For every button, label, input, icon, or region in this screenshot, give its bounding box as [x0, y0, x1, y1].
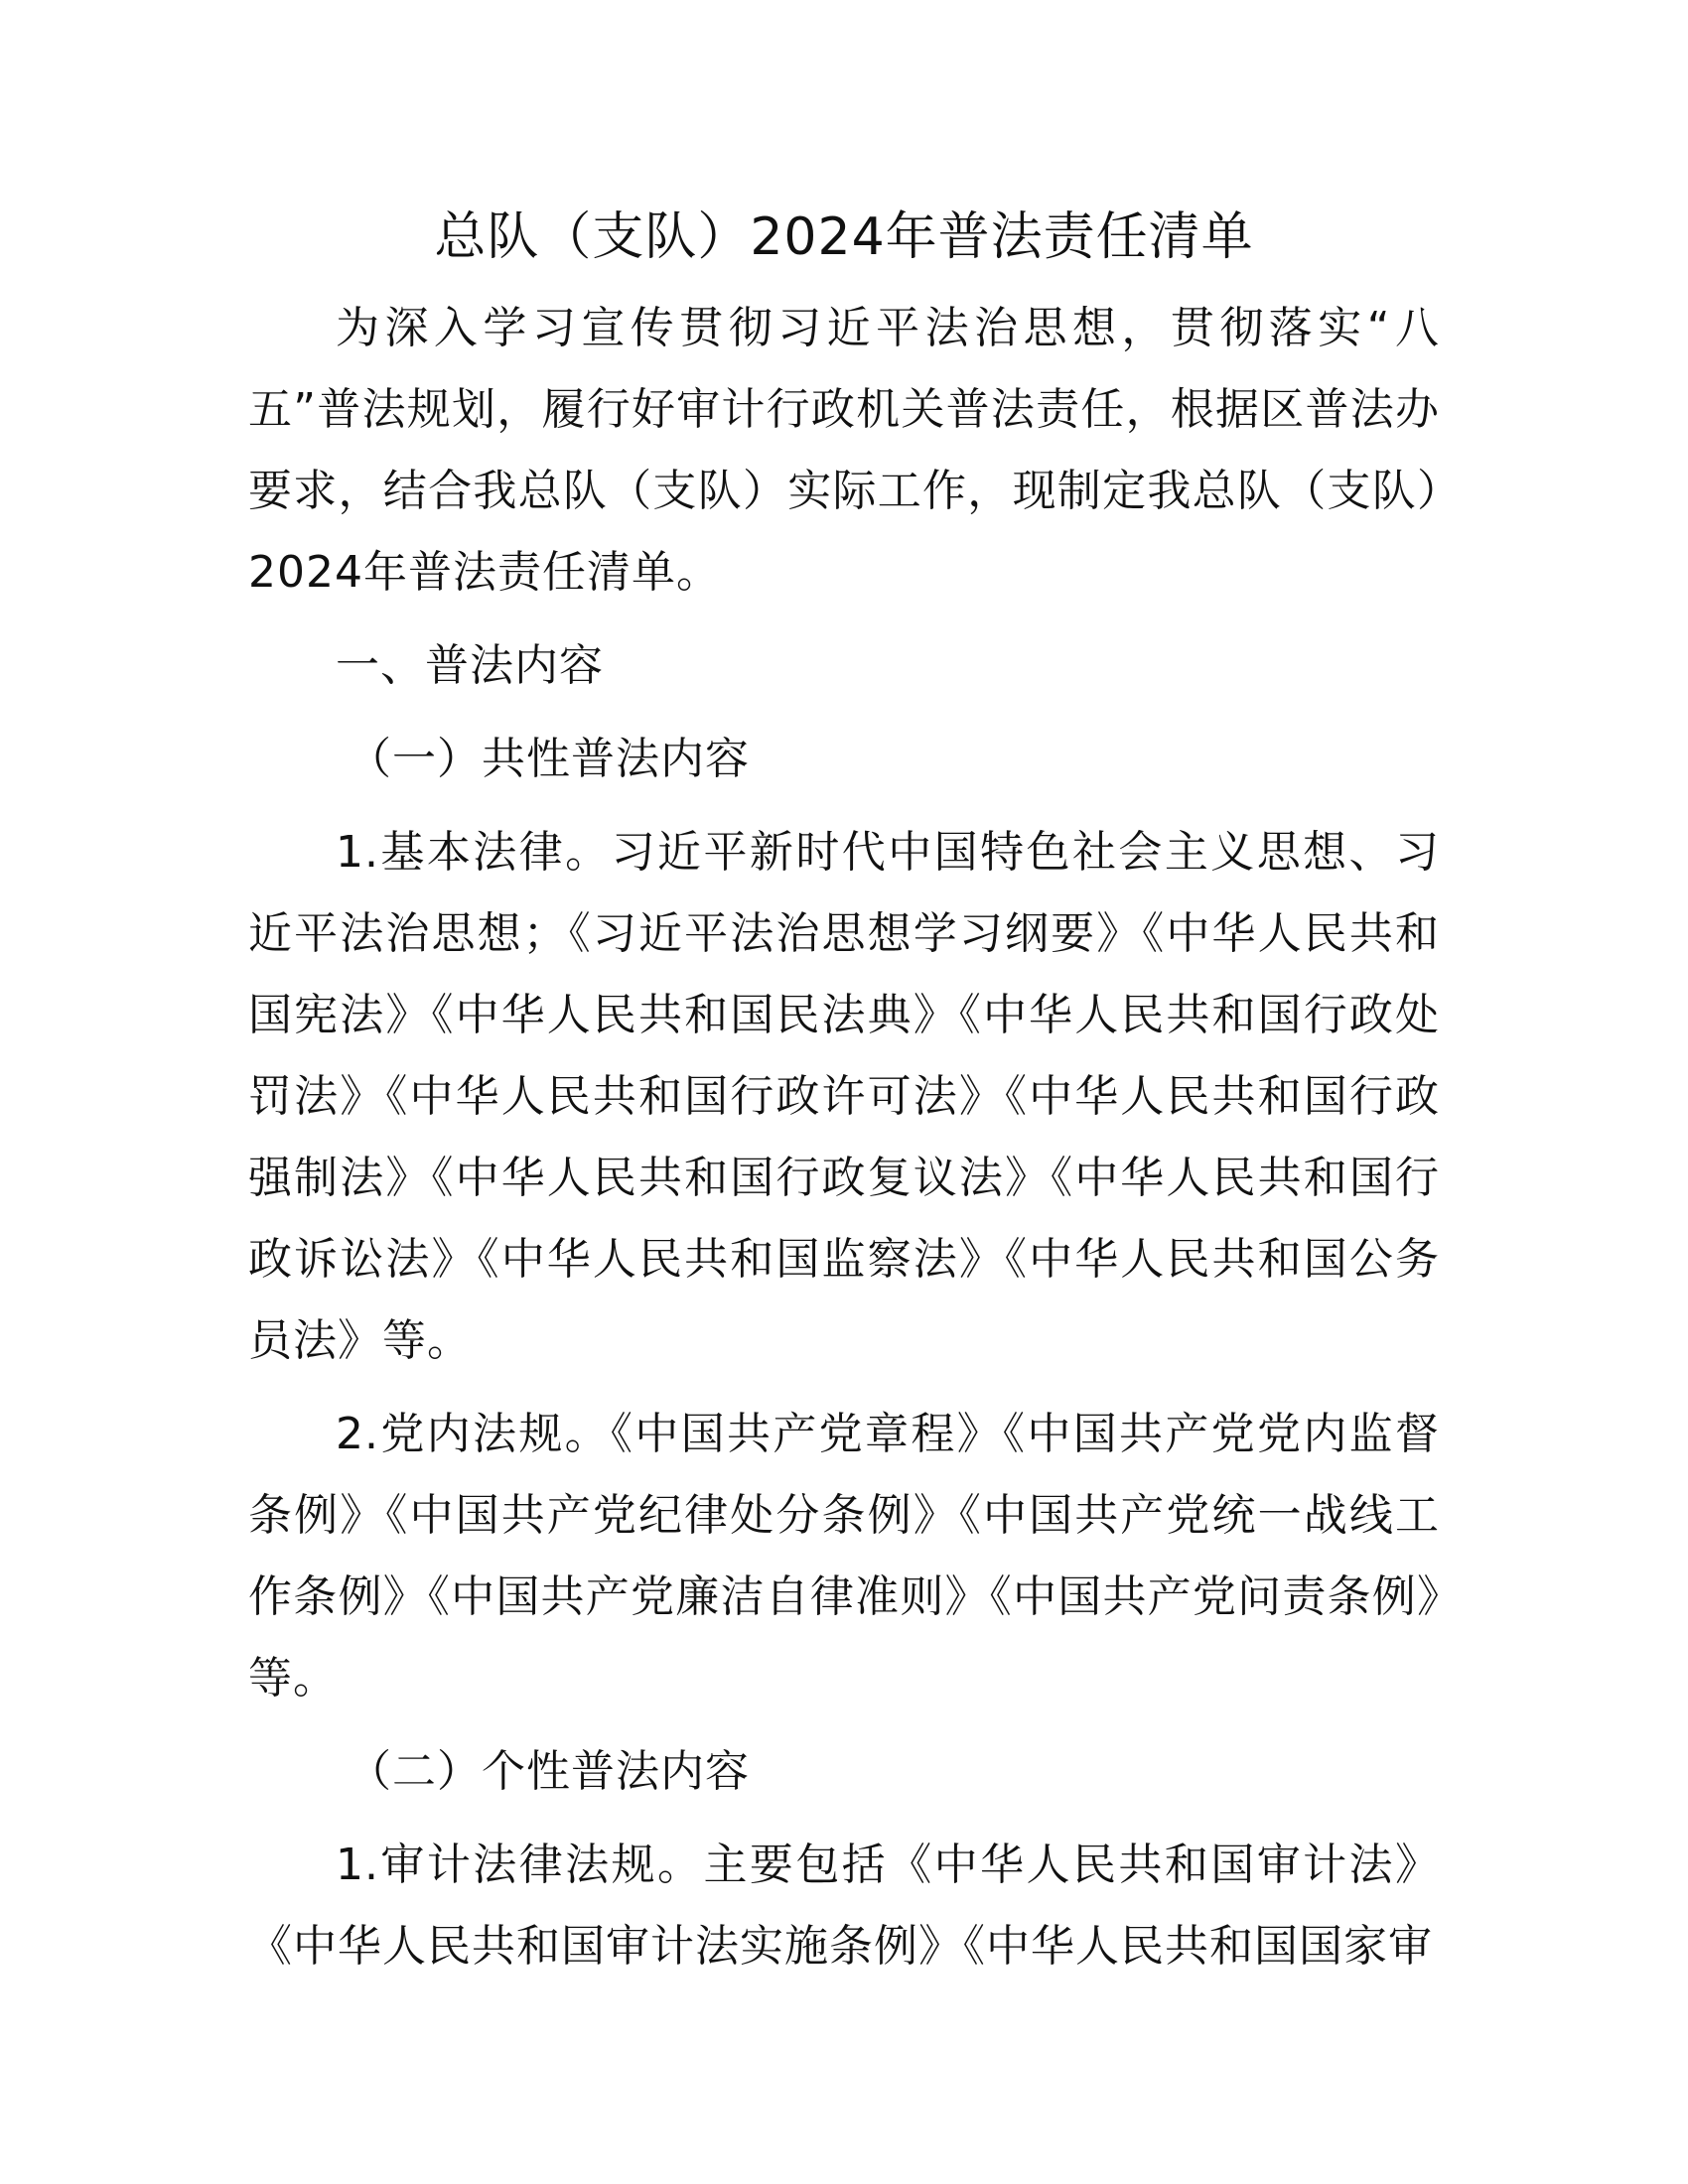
item-audit-laws: 1.审计法律法规。主要包括《中华人民共和国审计法》《中华人民共和国审计法实施条例》《中华人民共和国国家审: [248, 1840, 1440, 1972]
subsection-heading-common: （一）共性普法内容: [348, 734, 750, 784]
document-body: [248, 199, 1440, 1987]
intro-paragraph: 为深入学习宣传贯彻习近平法治思想，贯彻落实“八五”普法规划，履行好审计行政机关普法责任，根据区普法办要求，结合我总队（支队）实际工作，现制定我总队（支队）2024年普法责任清单。: [248, 303, 1440, 598]
subsection-heading-specific: （二）个性普法内容: [348, 1746, 750, 1797]
item-party-regulations: 2.党内法规。《中国共产党章程》《中国共产党党内监督条例》《中国共产党纪律处分条例》《中国共产党统一战线工作条例》《中国共产党廉洁自律准则》《中国共产党问责条例》等。: [248, 1409, 1440, 1704]
item-basic-laws: 1.基本法律。习近平新时代中国特色社会主义思想、习近平法治思想；《习近平法治思想学习纲要》《中华人民共和国宪法》《中华人民共和国民法典》《中华人民共和国行政处罚法》《中华人民共和国行政许可法》《中华人民共和国行政强制法》《中华人民共和国行政复议法》《中华人民共和国行政诉讼法》《中华人民共和国监察法》《中华人民共和国公务员法》等。: [248, 827, 1440, 1366]
section-heading-content: 一、普法内容: [336, 640, 604, 691]
document-title: 总队（支队）2024年普法责任清单: [434, 207, 1254, 267]
